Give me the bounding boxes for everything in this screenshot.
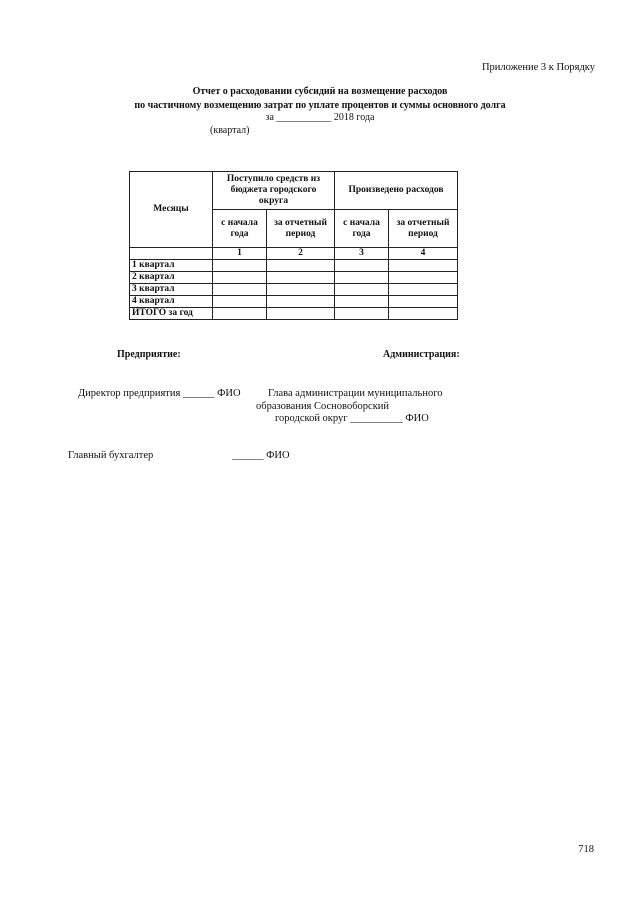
head-admin-line2: образования Сосновоборский [256,401,390,412]
chief-accountant-label: Главный бухгалтер [68,450,154,461]
table-row [130,260,458,272]
header-spent: Произведено расходов [335,172,458,210]
table-cell [389,296,458,308]
header-spent-period: за отчетный период [389,210,458,248]
header-received-start: с начала года [213,210,267,248]
table-cell [267,272,335,284]
table-cell [267,308,335,320]
table-cell [335,260,389,272]
enterprise-label: Предприятие: [117,349,181,360]
table-cell [335,272,389,284]
table-cell [213,308,267,320]
table-row [130,284,458,296]
head-admin-line1: Глава администрации муниципального [268,388,443,399]
report-title-line2: по частичному возмещению затрат по уплате процентов и суммы основного долга [134,100,506,111]
table-cell [389,272,458,284]
report-title-line1: Отчет о расходовании субсидий на возмещение расходов [192,86,448,97]
table-cell [389,260,458,272]
table-cell [213,272,267,284]
table-row [130,272,458,284]
table-cell [335,284,389,296]
row-label: 2 квартал [130,272,213,284]
table-row-total [130,308,458,320]
table-cell [267,284,335,296]
table-cell [335,296,389,308]
table-row [130,296,458,308]
table-cell [389,284,458,296]
table-cell [213,284,267,296]
header-number-4: 4 [389,248,458,260]
appendix-note: Приложение 3 к Порядку [481,62,595,73]
header-number-2: 2 [267,248,335,260]
table-cell [267,296,335,308]
report-table [129,171,458,320]
header-spent-start: с начала года [335,210,389,248]
row-label: 4 квартал [130,296,213,308]
table-cell [389,308,458,320]
header-number-blank [130,248,213,260]
table-cell [213,296,267,308]
header-number-1: 1 [213,248,267,260]
row-label: 1 квартал [130,260,213,272]
report-period: за ___________ 2018 года [265,112,375,123]
period-hint: (квартал) [210,125,250,136]
chief-accountant-signature: ______ ФИО [232,450,290,461]
head-admin-signature-line: городской округ __________ ФИО [275,413,429,424]
header-number-3: 3 [335,248,389,260]
director-signature-line: Директор предприятия ______ ФИО [78,388,241,399]
row-label-total: ИТОГО за год [130,308,213,320]
header-received: Поступило средств из бюджета городского округа [213,172,335,210]
table-cell [213,260,267,272]
header-month: Месяцы [130,172,213,248]
header-received-period: за отчетный период [267,210,335,248]
table-cell [267,260,335,272]
page-number: 718 [578,844,594,855]
table-cell [335,308,389,320]
administration-label: Администрация: [383,349,460,360]
row-label: 3 квартал [130,284,213,296]
